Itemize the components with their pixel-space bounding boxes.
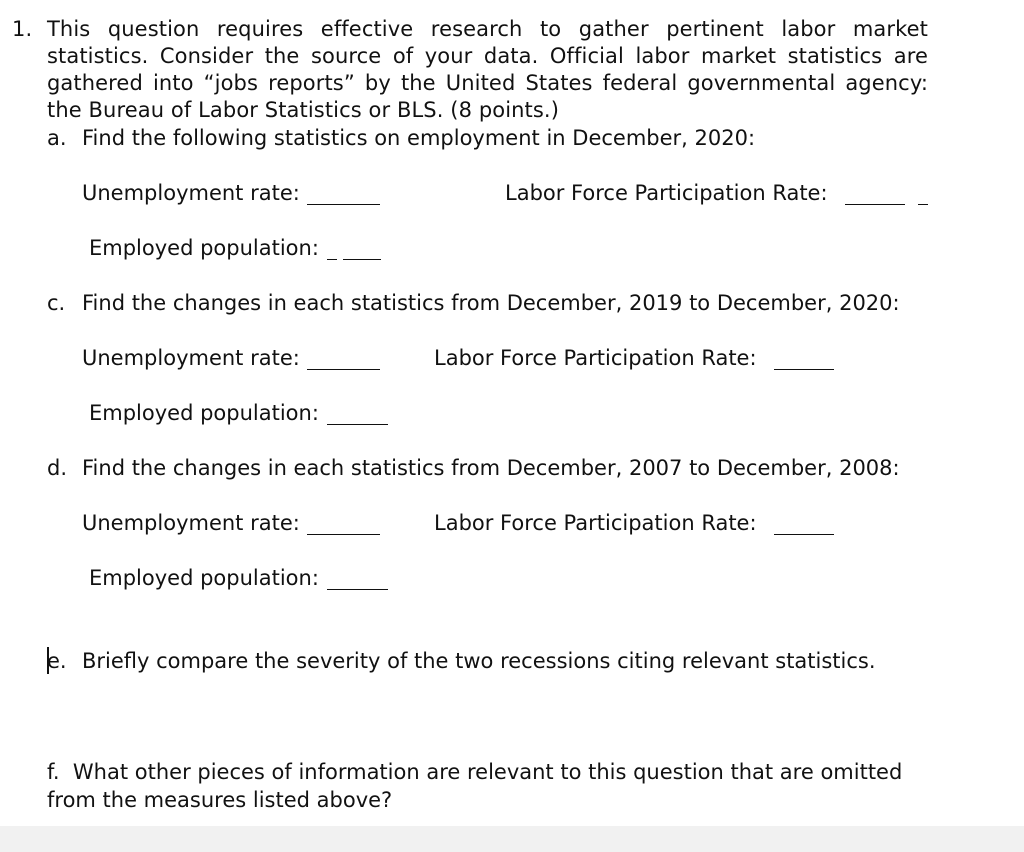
part-e-marker: e. (47, 649, 67, 673)
question-1-text: This question requires effective research to gather pertinent labor market statistics. Consider the source of your data. Official labor market statistics are gathered into “jobs reports” by the United States federal governmental agency: the Bureau of Labor Statistics or BLS. (8 points.) (47, 17, 928, 122)
part-d-text: Find the changes in each statistics from December, 2007 to December, 2008: (82, 456, 900, 480)
part-c-marker: c. (47, 291, 66, 315)
part-a-marker: a. (47, 126, 67, 150)
part-a-text: Find the following statistics on employment in December, 2020: (82, 126, 756, 150)
part-c-employed-label: Employed population: (89, 401, 319, 425)
part-a-unemployment-label: Unemployment rate: (82, 181, 300, 205)
part-a-participation-blank-end (918, 204, 928, 205)
part-a-employed-blank-start (327, 259, 337, 260)
part-a-participation-blank[interactable] (845, 204, 905, 205)
part-d-unemployment-blank[interactable] (307, 534, 380, 535)
part-a-unemployment-blank[interactable] (307, 204, 380, 205)
part-c-unemployment-label: Unemployment rate: (82, 346, 300, 370)
page-bottom-band (0, 826, 1024, 852)
part-c-text: Find the changes in each statistics from December, 2019 to December, 2020: (82, 291, 900, 315)
part-f-marker: f. (47, 760, 60, 784)
part-d-employed-blank[interactable] (327, 589, 388, 590)
part-c-employed-blank[interactable] (327, 424, 388, 425)
part-c-participation-blank[interactable] (774, 369, 834, 370)
part-f (47, 758, 937, 814)
question-number: 1. (12, 17, 33, 41)
part-d-participation-label: Labor Force Participation Rate: (434, 511, 757, 535)
part-d-unemployment-label: Unemployment rate: (82, 511, 300, 535)
part-a-participation-label: Labor Force Participation Rate: (505, 181, 828, 205)
part-f-text: What other pieces of information are relevant to this question that are omitted from the measures listed above? (47, 760, 903, 812)
part-e-text: Briefly compare the severity of the two recessions citing relevant statistics. (82, 649, 876, 673)
part-d-participation-blank[interactable] (774, 534, 834, 535)
part-a-employed-label: Employed population: (89, 236, 319, 260)
part-a-employed-blank[interactable] (343, 259, 381, 260)
part-c-participation-label: Labor Force Participation Rate: (434, 346, 757, 370)
part-d-employed-label: Employed population: (89, 566, 319, 590)
part-d-marker: d. (47, 456, 68, 480)
part-c-unemployment-blank[interactable] (307, 369, 380, 370)
